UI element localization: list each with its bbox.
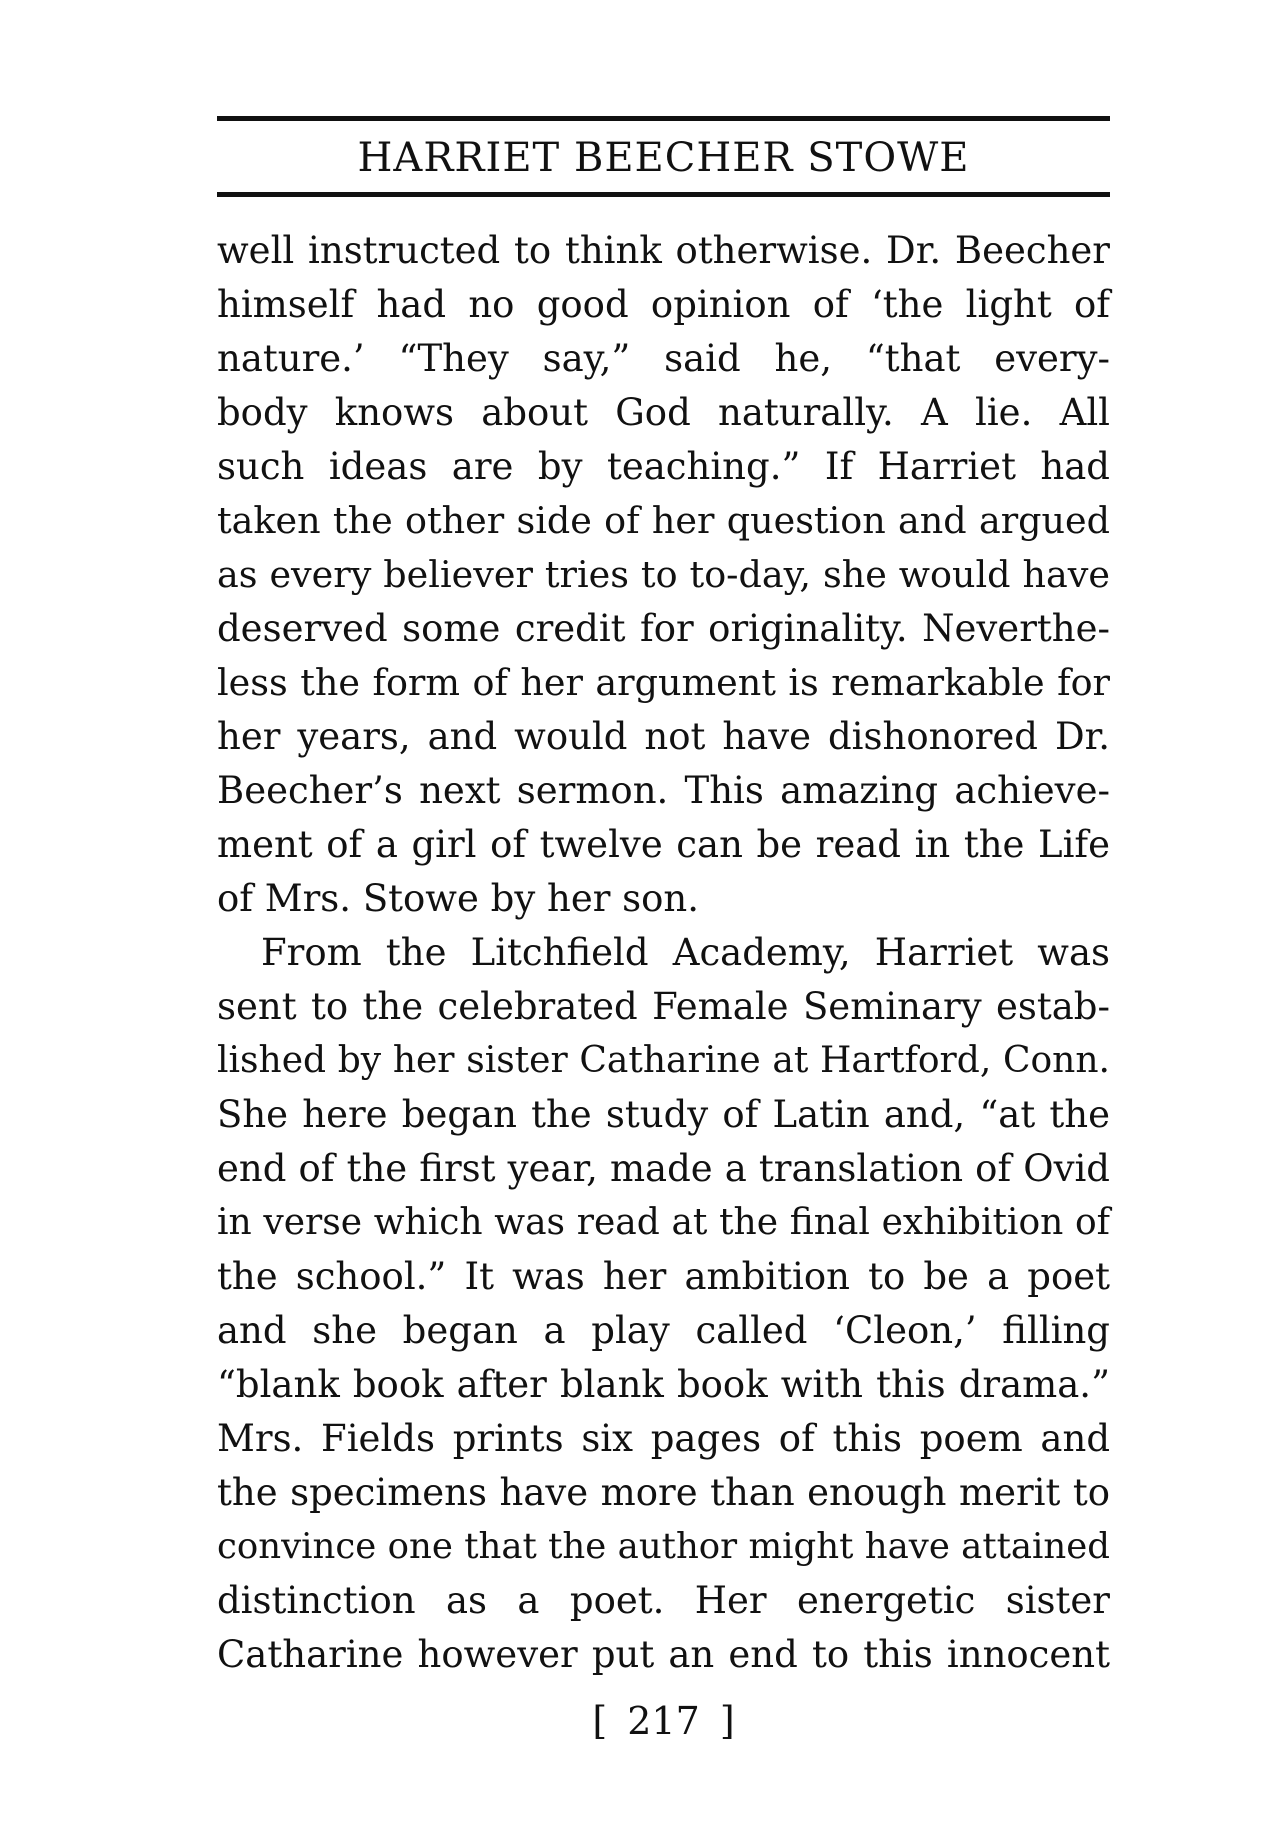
text-line: sent to the celebrated Female Seminary estab- [217,985,1110,1028]
text-line: ment of a girl of twelve can be read in the Life [217,823,1110,866]
text-line: Catharine however put an end to this innocent [217,1633,1110,1676]
text-line: taken the other side of her question and argued [217,499,1110,542]
text-line: as every believer tries to to-day, she would have [217,553,1110,596]
text-line: her years, and would not have dishonored Dr. [217,715,1110,758]
text-line: nature.’ “They say,” said he, “that every- [217,337,1110,380]
text-line: such ideas are by teaching.” If Harriet had [217,445,1110,488]
text-line: the school.” It was her ambition to be a poet [217,1255,1110,1298]
text-line: She here began the study of Latin and, “at the [217,1093,1110,1136]
text-line: less the form of her argument is remarkable for [217,661,1110,704]
page-number: [ 217 ] [592,1699,735,1743]
text-line: well instructed to think otherwise. Dr. Beecher [217,229,1110,272]
text-line: body knows about God naturally. A lie. All [217,391,1110,434]
text-line: “blank book after blank book with this drama.” [217,1363,1110,1406]
text-line: Mrs. Fields prints six pages of this poem and [217,1417,1110,1460]
body-text [217,224,1110,1682]
text-line: distinction as a poet. Her energetic sister [217,1579,1110,1622]
header-rule-bottom [217,192,1110,197]
text-line: lished by her sister Catharine at Hartford, Conn. [217,1040,1110,1081]
text-line: in verse which was read at the final exhibition of [217,1202,1110,1243]
paragraph-end-line: of Mrs. Stowe by her son. [217,877,700,920]
paragraph-start-line: From the Litchfield Academy, Harriet was [261,931,1110,974]
text-line: deserved some credit for originality. Neverthe- [217,607,1110,650]
text-line: Beecher’s next sermon. This amazing achieve- [217,769,1110,812]
text-line: end of the first year, made a translation of Ovid [217,1147,1110,1190]
text-line: convince one that the author might have attained [217,1526,1110,1567]
text-line: and she began a play called ‘Cleon,’ filling [217,1309,1110,1352]
header-rule-top [217,116,1110,121]
text-line: himself had no good opinion of ‘the light of [217,283,1110,326]
text-line: the specimens have more than enough merit to [217,1471,1110,1514]
running-title: HARRIET BEECHER STOWE [357,135,970,181]
